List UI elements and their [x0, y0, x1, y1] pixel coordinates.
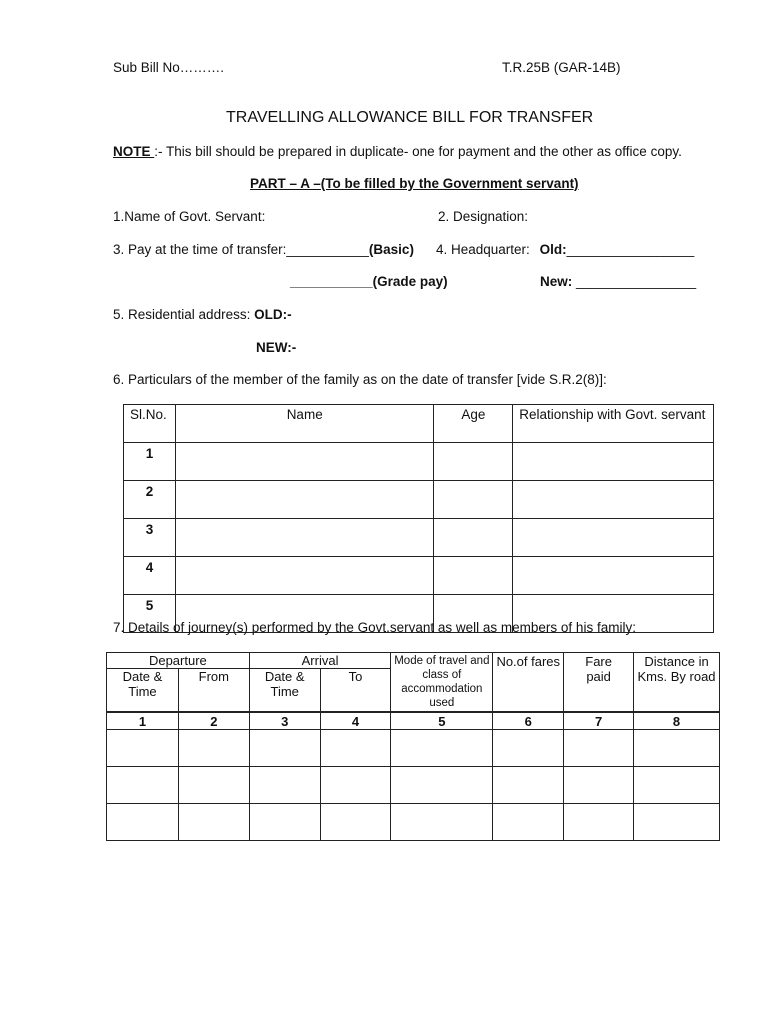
page-title: TRAVELLING ALLOWANCE BILL FOR TRANSFER: [226, 109, 594, 126]
col-number: 1: [107, 712, 179, 730]
journey-cell[interactable]: [391, 767, 493, 804]
age-cell[interactable]: [434, 443, 513, 481]
sub-bill-number: Sub Bill No……….: [113, 60, 225, 75]
journey-cell[interactable]: [634, 730, 720, 767]
family-heading: 6. Particulars of the member of the family as on the date of transfer [vide S.R.2(8)]:: [113, 372, 607, 387]
form-code: T.R.25B (GAR-14B): [502, 60, 621, 75]
journey-group-header: [107, 653, 720, 669]
row-number: 1: [124, 443, 176, 481]
table-row: [107, 730, 720, 767]
residential-new: NEW:-: [256, 340, 297, 355]
note-label: NOTE: [113, 144, 155, 159]
col-number: 2: [178, 712, 249, 730]
pay-label: 3. Pay at the time of transfer:___________: [113, 242, 369, 257]
grade-pay-field: ___________(Grade pay): [290, 274, 448, 289]
name-cell[interactable]: [175, 557, 433, 595]
col-number: 5: [391, 712, 493, 730]
fare-paid-header: Fare paid: [564, 653, 634, 713]
journey-cell[interactable]: [320, 730, 391, 767]
new-hq-label: New:: [540, 274, 573, 289]
journey-cell[interactable]: [320, 767, 391, 804]
table-row: [124, 519, 714, 557]
relationship-cell[interactable]: [513, 443, 714, 481]
designation-field-label: 2. Designation:: [438, 209, 529, 224]
new-hq-blank: ________________: [572, 274, 697, 289]
journey-cell[interactable]: [564, 730, 634, 767]
dep-date-header: Date & Time: [107, 669, 179, 713]
journey-cell[interactable]: [178, 804, 249, 841]
table-row: [124, 443, 714, 481]
journey-cell[interactable]: [107, 767, 179, 804]
part-a-heading: PART – A –(To be filled by the Government servant): [250, 176, 579, 191]
journey-cell[interactable]: [249, 730, 320, 767]
residential-label: 5. Residential address:: [113, 307, 255, 322]
journey-cell[interactable]: [391, 730, 493, 767]
journey-cell[interactable]: [107, 804, 179, 841]
age-cell[interactable]: [434, 557, 513, 595]
col-slno: Sl.No.: [124, 405, 176, 443]
row-number: 2: [124, 481, 176, 519]
residential-field: [113, 307, 292, 322]
journey-cell[interactable]: [634, 804, 720, 841]
journey-cell[interactable]: [249, 804, 320, 841]
journey-cell[interactable]: [320, 804, 391, 841]
note-text: :- This bill should be prepared in duplicate- one for payment and the other as office copy.: [154, 144, 682, 159]
journey-cell[interactable]: [391, 804, 493, 841]
family-table: [123, 404, 714, 633]
relationship-cell[interactable]: [513, 519, 714, 557]
old-hq-label: Old:: [539, 242, 567, 257]
name-cell[interactable]: [175, 481, 433, 519]
age-cell[interactable]: [434, 481, 513, 519]
relationship-cell[interactable]: [513, 481, 714, 519]
old-hq-blank: _________________: [566, 242, 695, 257]
journey-cell[interactable]: [493, 767, 564, 804]
headquarter-label: 4. Headquarter:: [436, 242, 530, 257]
note-line: [113, 144, 682, 159]
row-number: 5: [124, 595, 176, 633]
journey-table: [106, 652, 720, 841]
departure-header: Departure: [107, 653, 250, 669]
arr-to-header: To: [320, 669, 391, 713]
name-field-label: 1.Name of Govt. Servant:: [113, 209, 266, 224]
table-row: [124, 481, 714, 519]
age-cell[interactable]: [434, 519, 513, 557]
basic-label: (Basic): [368, 242, 414, 257]
new-hq-field: [540, 274, 696, 289]
headquarter-field: [436, 242, 694, 257]
journey-cell[interactable]: [107, 730, 179, 767]
row-number: 3: [124, 519, 176, 557]
journey-cell[interactable]: [564, 804, 634, 841]
table-row: [107, 767, 720, 804]
col-number: 4: [320, 712, 391, 730]
pay-field: [113, 242, 414, 257]
journey-cell[interactable]: [249, 767, 320, 804]
column-number-row: [107, 712, 720, 730]
table-row: [107, 804, 720, 841]
residential-old: OLD:-: [254, 307, 292, 322]
arr-date-header: Date & Time: [249, 669, 320, 713]
arrival-header: Arrival: [249, 653, 391, 669]
name-cell[interactable]: [175, 443, 433, 481]
dep-from-header: From: [178, 669, 249, 713]
row-number: 4: [124, 557, 176, 595]
journey-heading: 7. Details of journey(s) performed by the Govt.servant as well as members of his family:: [113, 620, 636, 635]
col-number: 7: [564, 712, 634, 730]
journey-cell[interactable]: [178, 767, 249, 804]
journey-cell[interactable]: [634, 767, 720, 804]
journey-cell[interactable]: [493, 730, 564, 767]
fares-header: No.of fares: [493, 653, 564, 713]
col-number: 8: [634, 712, 720, 730]
mode-header: Mode of travel and class of accommodation used: [391, 653, 493, 713]
col-relationship: Relationship with Govt. servant: [513, 405, 714, 443]
table-row: [124, 557, 714, 595]
journey-cell[interactable]: [564, 767, 634, 804]
relationship-cell[interactable]: [513, 557, 714, 595]
col-age: Age: [434, 405, 513, 443]
family-header-row: [124, 405, 714, 443]
journey-cell[interactable]: [493, 804, 564, 841]
journey-cell[interactable]: [178, 730, 249, 767]
col-name: Name: [175, 405, 433, 443]
col-number: 3: [249, 712, 320, 730]
col-number: 6: [493, 712, 564, 730]
name-cell[interactable]: [175, 519, 433, 557]
distance-header: Distance in Kms. By road: [634, 653, 720, 713]
